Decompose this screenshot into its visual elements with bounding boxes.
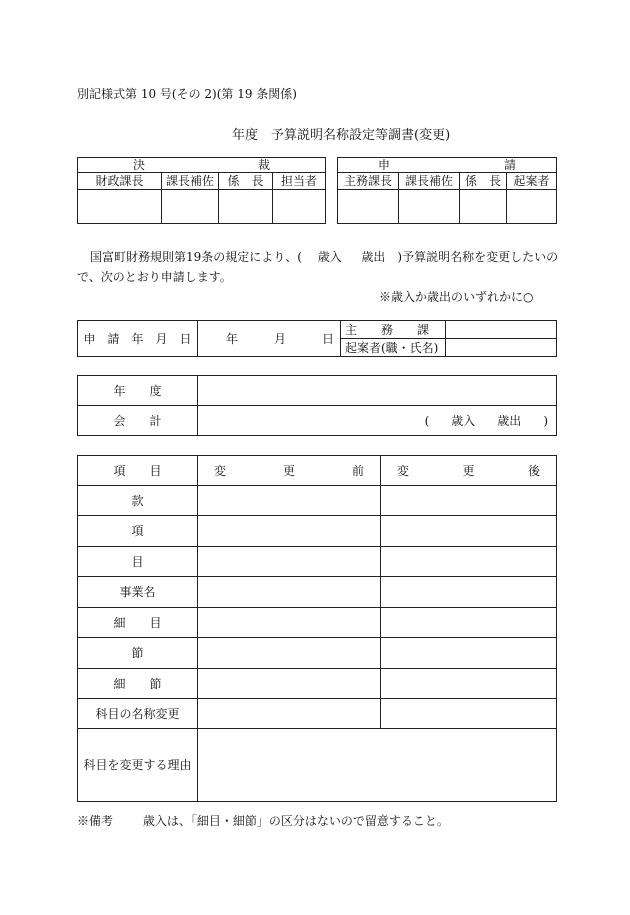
account-expenditure-option[interactable]: 歳出 — [497, 413, 522, 428]
change-table — [77, 455, 557, 802]
before-cell[interactable] — [198, 577, 381, 608]
row-label: 目 — [78, 547, 198, 577]
day-unit: 日 — [321, 331, 334, 346]
header-after: 変 更 後 — [381, 456, 557, 486]
after-cell[interactable] — [381, 608, 557, 638]
fiscal-year-field[interactable] — [198, 376, 557, 406]
approval-table-kessai — [77, 157, 326, 224]
reason-label: 科目を変更する理由 — [78, 729, 198, 802]
kessai-col-label: 財政課長 — [78, 173, 162, 190]
table-row — [78, 547, 557, 577]
form-number: 別記様式第 10 号(その 2)(第 19 条関係) — [77, 87, 297, 101]
reason-field[interactable] — [198, 729, 557, 802]
seal-box[interactable] — [219, 190, 273, 224]
before-cell[interactable] — [198, 699, 381, 729]
kessai-header: 決 裁 — [78, 158, 326, 173]
row-label: 節 — [78, 638, 198, 669]
after-cell[interactable] — [381, 669, 557, 699]
drafter-label: 起案者(職・氏名) — [341, 339, 446, 357]
kessai-col-label: 係 長 — [219, 173, 273, 190]
table-row — [78, 638, 557, 669]
after-cell[interactable] — [381, 486, 557, 516]
kessai-col-label: 担当者 — [273, 173, 326, 190]
before-cell[interactable] — [198, 486, 381, 516]
fiscal-table — [77, 375, 557, 436]
table-row — [78, 608, 557, 638]
application-date-label: 申 請 年 月 日 — [78, 321, 198, 357]
account-label: 会 計 — [78, 406, 198, 436]
shinsei-col-label: 課長補佐 — [399, 173, 460, 190]
account-revenue-option[interactable]: 歳入 — [451, 413, 476, 428]
seal-box[interactable] — [78, 190, 162, 224]
approval-table-shinsei — [337, 157, 557, 224]
application-date-field[interactable] — [198, 321, 341, 357]
row-label: 科目の名称変更 — [78, 699, 198, 729]
before-cell[interactable] — [198, 669, 381, 699]
footnote — [77, 812, 449, 829]
shinsei-header: 申 請 — [338, 158, 557, 173]
drafter-field[interactable] — [446, 339, 557, 357]
after-cell[interactable] — [381, 547, 557, 577]
body-text-line-1: 国富町財務規則第19条の規定により、( 歳入 歳出 )予算説明名称を変更したいの — [90, 250, 559, 264]
row-label: 款 — [78, 486, 198, 516]
circle-note: ※歳入か歳出のいずれかに○ — [379, 290, 534, 304]
seal-box[interactable] — [338, 190, 399, 224]
before-cell[interactable] — [198, 638, 381, 669]
row-label: 事業名 — [78, 577, 198, 608]
shinsei-col-label: 起案者 — [507, 173, 557, 190]
table-row — [78, 486, 557, 516]
row-label: 細 節 — [78, 669, 198, 699]
application-table — [77, 320, 557, 357]
row-label: 細 目 — [78, 608, 198, 638]
table-row — [78, 577, 557, 608]
page-title: 年度 予算説明名称設定等調書(変更) — [232, 128, 451, 143]
after-cell[interactable] — [381, 577, 557, 608]
body-text-line-2: で、次のとおり申請します。 — [77, 270, 232, 284]
seal-box[interactable] — [399, 190, 460, 224]
before-cell[interactable] — [198, 547, 381, 577]
dept-field[interactable] — [446, 321, 557, 339]
before-cell[interactable] — [198, 516, 381, 547]
shinsei-col-label: 係 長 — [460, 173, 507, 190]
seal-box[interactable] — [162, 190, 219, 224]
table-row — [78, 699, 557, 729]
after-cell[interactable] — [381, 638, 557, 669]
kessai-col-label: 課長補佐 — [162, 173, 219, 190]
reason-row — [78, 729, 557, 802]
seal-box[interactable] — [460, 190, 507, 224]
header-before: 変 更 前 — [198, 456, 381, 486]
seal-box[interactable] — [507, 190, 557, 224]
fiscal-year-label: 年 度 — [78, 376, 198, 406]
account-field[interactable]: ( 歳入 歳出 ) — [198, 406, 557, 436]
before-cell[interactable] — [198, 608, 381, 638]
seal-box[interactable] — [273, 190, 326, 224]
table-row — [78, 516, 557, 547]
header-item: 項 目 — [78, 456, 198, 486]
year-unit: 年 — [225, 331, 238, 346]
shinsei-col-label: 主務課長 — [338, 173, 399, 190]
dept-label: 主 務 課 — [341, 321, 446, 339]
footnote-label: ※備考 — [77, 814, 114, 828]
month-unit: 月 — [273, 331, 286, 346]
footnote-text: 歳入は、「細目・細節」の区分はないので留意すること。 — [142, 814, 449, 828]
table-row — [78, 669, 557, 699]
after-cell[interactable] — [381, 699, 557, 729]
row-label: 項 — [78, 516, 198, 547]
after-cell[interactable] — [381, 516, 557, 547]
